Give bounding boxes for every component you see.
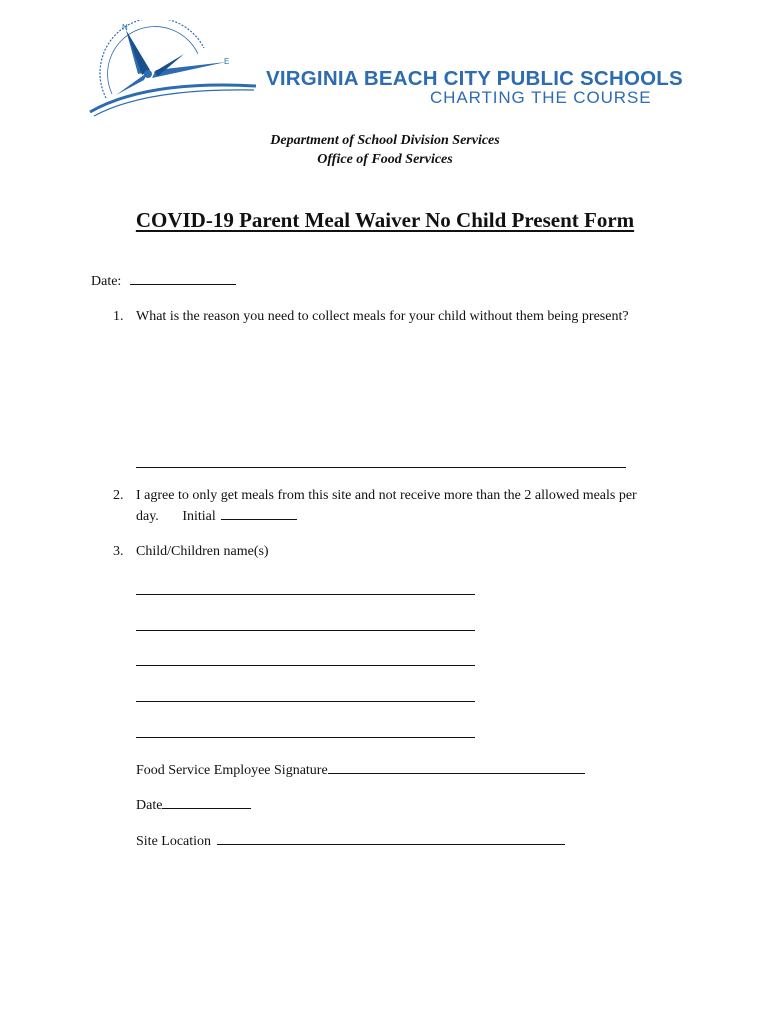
child-name-line-2[interactable]	[136, 630, 475, 631]
form-title: COVID-19 Parent Meal Waiver No Child Present Form	[135, 208, 635, 232]
question-3-text: Child/Children name(s)	[136, 544, 269, 559]
question-3-number: 3.	[113, 544, 124, 559]
signature-date-field[interactable]	[162, 796, 251, 809]
date-row	[91, 272, 236, 290]
date-label: Date:	[91, 274, 122, 289]
site-location-field[interactable]	[217, 832, 565, 845]
site-location-label: Site Location	[136, 834, 212, 849]
question-2-text-line1: I agree to only get meals from this site and not receive more than the 2 allowed meals per	[136, 488, 637, 503]
initial-label: Initial	[182, 509, 216, 524]
signature-date-row	[136, 796, 251, 814]
child-name-line-5[interactable]	[136, 737, 475, 738]
child-name-line-1[interactable]	[136, 594, 475, 595]
compass-east-letter: E	[224, 57, 230, 66]
site-location-row	[136, 832, 565, 850]
signature-row	[136, 761, 585, 779]
logo-tagline: CHARTING THE COURSE	[430, 88, 652, 107]
question-2-text-line2: day.	[136, 509, 159, 524]
date-field[interactable]	[130, 272, 236, 285]
school-logo	[86, 20, 683, 120]
question-2-line2	[136, 507, 297, 525]
question-1-text: What is the reason you need to collect meals for your child without them being present?	[136, 309, 629, 324]
compass-rose-icon	[86, 20, 266, 120]
question-2-number: 2.	[113, 488, 124, 503]
office-name: Office of Food Services	[317, 152, 453, 167]
initial-field[interactable]	[221, 507, 297, 520]
signature-date-label: Date	[136, 798, 163, 813]
logo-school-name: VIRGINIA BEACH CITY PUBLIC SCHOOLS	[266, 67, 683, 90]
signature-field[interactable]	[328, 761, 585, 774]
department-name: Department of School Division Services	[270, 133, 500, 148]
signature-label: Food Service Employee Signature	[136, 763, 328, 778]
child-name-line-4[interactable]	[136, 701, 475, 702]
child-name-line-3[interactable]	[136, 665, 475, 666]
compass-north-letter: N	[122, 23, 128, 32]
question-1-answer-line[interactable]	[136, 467, 626, 468]
question-1-number: 1.	[113, 309, 124, 324]
